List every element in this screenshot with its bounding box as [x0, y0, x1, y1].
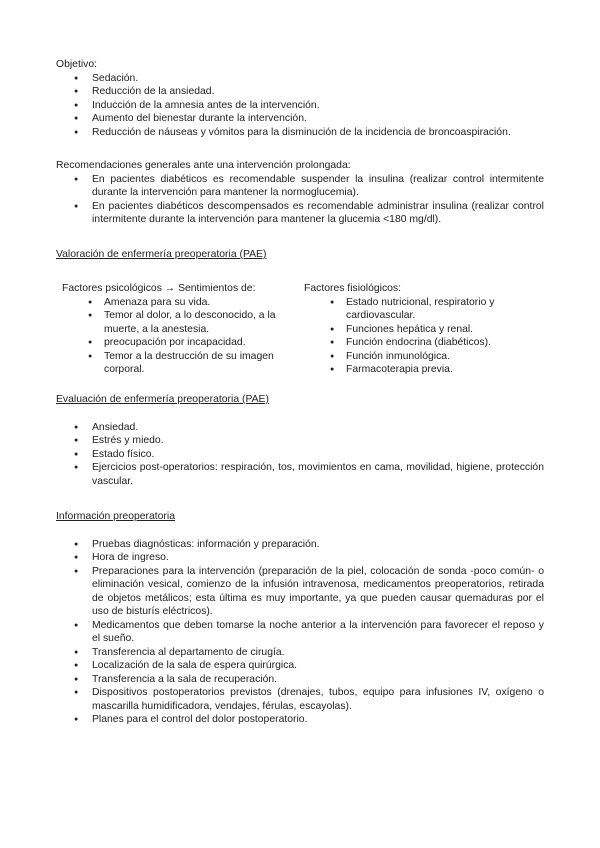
evaluacion-list [56, 421, 544, 489]
factores-fisiologicos [304, 282, 544, 377]
list-item: ● Transferencia a la sala de recuperación. [56, 673, 544, 687]
list-item: ● Reducción de náuseas y vómitos para la disminución de la incidencia de broncoaspiración. [56, 126, 544, 140]
valoracion-heading: Valoración de enfermería preoperatoria (PAE) [56, 249, 267, 260]
list-item: ● En pacientes diabéticos descompensados es recomendable administrar insulina (realizar control intermitente durante la intervención para mantener la glucemia <180 mg/dl). [56, 200, 544, 227]
recomendaciones-title: Recomendaciones generales ante una intervención prolongada: [56, 160, 351, 171]
list-item: ● Ejercicios post-operatorios: respiración, tos, movimientos en cama, movilidad, higiene, protección vascular. [56, 461, 544, 488]
informacion-section [56, 510, 544, 727]
list-item: ● Función inmunológica. [304, 350, 544, 364]
informacion-list [56, 538, 544, 727]
evaluacion-section [56, 393, 544, 488]
factores-psicologicos-list [62, 296, 294, 377]
list-item: ● Medicamentos que deben tomarse la noche anterior a la intervención para favorecer el reposo y el sueño. [56, 619, 544, 646]
list-item: ● Estrés y miedo. [56, 434, 544, 448]
objetivo-list [56, 72, 544, 140]
factores-psicologicos [62, 282, 294, 377]
list-item: ● Inducción de la amnesia antes de la intervención. [56, 99, 544, 113]
list-item: ● preocupación por incapacidad. [62, 336, 294, 350]
list-item: ● Amenaza para su vida. [62, 296, 294, 310]
recomendaciones-list [56, 173, 544, 227]
list-item: ● Localización de la sala de espera quirúrgica. [56, 659, 544, 673]
valoracion-section [56, 248, 544, 262]
list-item: ● Preparaciones para la intervención (preparación de la piel, colocación de sonda -poco común- o eliminación vesical, comienzo de la infusión intravenosa, medicamentos preoperatorios, retirada de objetos metálicos; esta última es muy importante, ya que pueden causar quemaduras por el uso de bisturís eléctricos). [56, 565, 544, 619]
list-item: ● Hora de ingreso. [56, 551, 544, 565]
list-item: ● Aumento del bienestar durante la intervención. [56, 112, 544, 126]
informacion-heading: Información preoperatoria [56, 511, 175, 522]
factores-fisiologicos-list [304, 296, 544, 377]
objetivo-section [56, 58, 544, 139]
list-item: ● Estado físico. [56, 448, 544, 462]
list-item: ● En pacientes diabéticos es recomendable suspender la insulina (realizar control intermitente durante la intervención para mantener la normoglucemia). [56, 173, 544, 200]
list-item: ● Sedación. [56, 72, 544, 86]
list-item: ● Ansiedad. [56, 421, 544, 435]
list-item: ● Planes para el control del dolor postoperatorio. [56, 713, 544, 727]
list-item: ● Transferencia al departamento de cirugía. [56, 646, 544, 660]
factores-psicologicos-title: Factores psicológicos → Sentimientos de: [62, 283, 256, 294]
list-item: ● Estado nutricional, respiratorio y cardiovascular. [304, 296, 544, 323]
list-item: ● Función endocrina (diabéticos). [304, 336, 544, 350]
list-item: ● Funciones hepática y renal. [304, 323, 544, 337]
list-item: ● Farmacoterapia previa. [304, 363, 544, 377]
recomendaciones-section [56, 159, 544, 227]
list-item: ● Temor a la destrucción de su imagen corporal. [62, 350, 294, 377]
list-item: ● Temor al dolor, a lo desconocido, a la muerte, a la anestesia. [62, 309, 294, 336]
factores-fisiologicos-title: Factores fisiológicos: [304, 283, 402, 294]
list-item: ● Reducción de la ansiedad. [56, 85, 544, 99]
list-item: ● Dispositivos postoperatorios previstos (drenajes, tubos, equipo para infusiones IV, oxígeno o mascarilla humidificadora, vendajes, férulas, escayolas). [56, 686, 544, 713]
list-item: ● Pruebas diagnósticas: información y preparación. [56, 538, 544, 552]
evaluacion-heading: Evaluación de enfermería preoperatoria (PAE) [56, 394, 269, 405]
objetivo-title: Objetivo: [56, 59, 98, 70]
